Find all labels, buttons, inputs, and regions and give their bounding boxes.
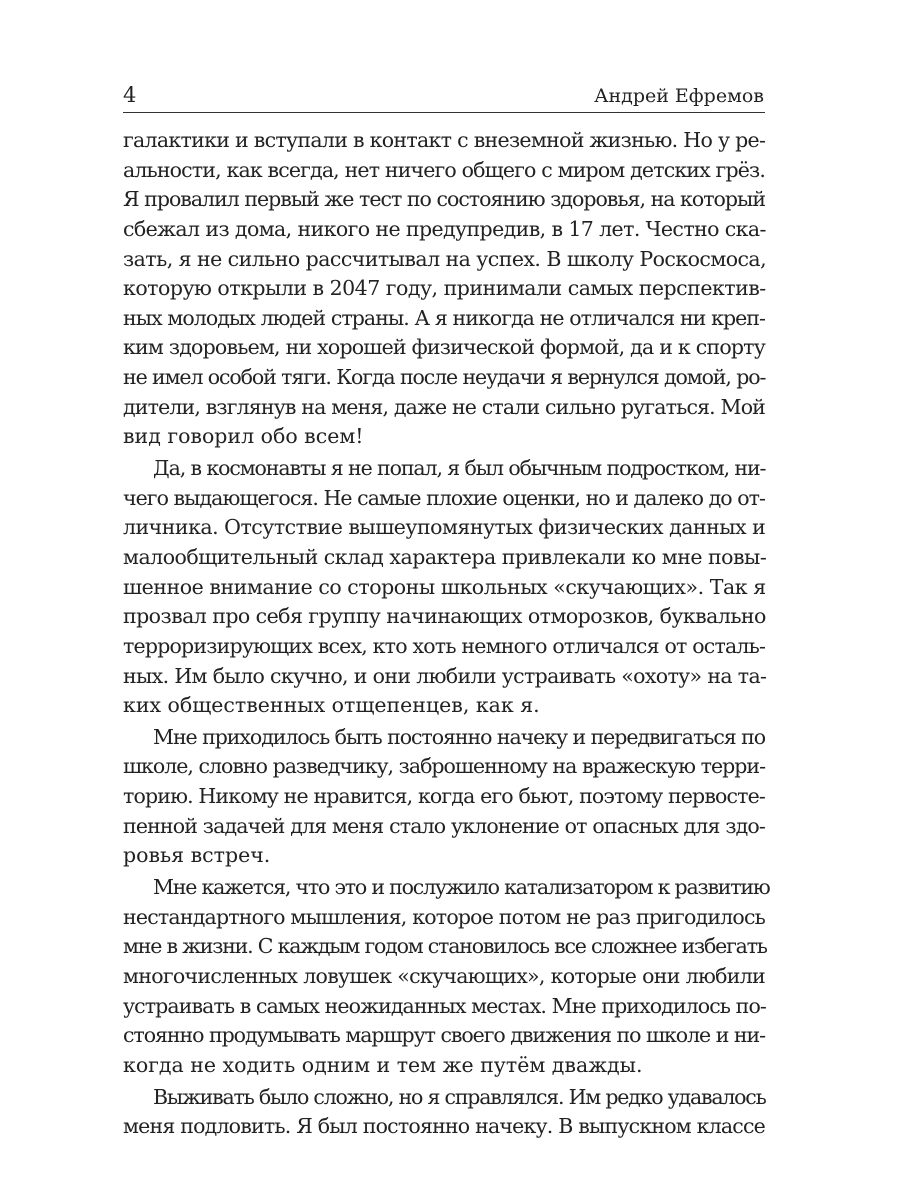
text-line: малообщительный склад характера привлекали ко мне повы- <box>123 544 767 569</box>
paragraph <box>123 1083 765 1142</box>
text-line: пенной задачей для меня стало уклонение от опасных для здо- <box>123 813 765 838</box>
text-line: вид говорил обо всем! <box>123 424 364 449</box>
text-line: прозвал про себя группу начинающих отморозков, буквально <box>123 604 766 629</box>
author-name: Андрей Ефремов <box>594 85 764 107</box>
text-line: которую открыли в 2047 году, принимали самых перспектив- <box>123 276 766 301</box>
text-line: Мне приходилось быть постоянно начеку и передвигаться по <box>153 724 766 749</box>
paragraph <box>123 126 765 452</box>
text-line: Мне кажется, что это и послужило катализатором к развитию <box>153 875 770 900</box>
text-line: стоянно продумывать маршрут своего движения по школе и ни- <box>123 1023 765 1048</box>
text-line: меня подловить. Я был постоянно начеку. В выпускном классе <box>123 1114 765 1139</box>
text-line: школе, словно разведчику, заброшенному на вражескую терри- <box>123 754 765 779</box>
text-line: ровья встреч. <box>123 843 271 868</box>
text-line: альности, как всегда, нет ничего общего с миром детских грёз. <box>123 157 765 182</box>
text-line: многочисленных ловушек «скучающих», которые они любили <box>123 963 765 988</box>
text-line: торию. Никому не нравится, когда его бьют, поэтому первосте- <box>123 784 765 809</box>
text-line: когда не ходить одним и тем же путём дважды. <box>123 1052 643 1077</box>
text-line: терроризирующих всех, кто хоть немного отличался от осталь- <box>123 633 766 658</box>
text-line: личника. Отсутствие вышеупомянутых физических данных и <box>123 515 766 540</box>
text-line: чего выдающегося. Не самые плохие оценки, но и далеко до от- <box>123 485 765 510</box>
paragraph <box>123 723 765 871</box>
text-line: устраивать в самых неожиданных местах. Мне приходилось по- <box>123 993 766 1018</box>
text-line: дители, взглянув на меня, даже не стали сильно ругаться. Мой <box>123 394 765 419</box>
text-line: ных. Им было скучно, и они любили устраивать «охоту» на та- <box>123 663 767 688</box>
paragraph <box>123 454 765 721</box>
text-line: мне в жизни. С каждым годом становилось все сложнее избегать <box>123 934 767 959</box>
text-line: галактики и вступали в контакт с внеземной жизнью. Но у ре- <box>123 128 766 152</box>
text-line: ких общественных отщепенцев, как я. <box>123 693 540 718</box>
text-line: Да, в космонавты я не попал, я был обычным подростком, ни- <box>153 456 766 481</box>
text-line: Я провалил первый же тест по состоянию здоровья, на который <box>123 187 765 212</box>
header-rule <box>123 112 765 113</box>
running-header <box>123 80 764 110</box>
text-line: нестандартного мышления, которое потом не раз пригодилось <box>123 904 765 929</box>
text-line: ных молодых людей страны. А я никогда не отличался ни креп- <box>123 305 765 330</box>
text-line: Выживать было сложно, но я справлялся. Им редко удавалось <box>153 1084 766 1109</box>
text-line: зать, я не сильно рассчитывал на успех. В школу Роскосмоса, <box>123 246 767 271</box>
body-text <box>123 126 770 1142</box>
page-number: 4 <box>123 83 137 107</box>
text-line: сбежал из дома, никого не предупредив, в 17 лет. Честно ска- <box>123 216 766 241</box>
text-line: не имел особой тяги. Когда после неудачи я вернулся домой, ро- <box>123 365 766 390</box>
text-line: ким здоровьем, ни хорошей физической формой, да и к спорту <box>123 335 765 360</box>
paragraph <box>123 873 770 1080</box>
text-line: шенное внимание со стороны школьных «скучающих». Так я <box>123 574 766 599</box>
